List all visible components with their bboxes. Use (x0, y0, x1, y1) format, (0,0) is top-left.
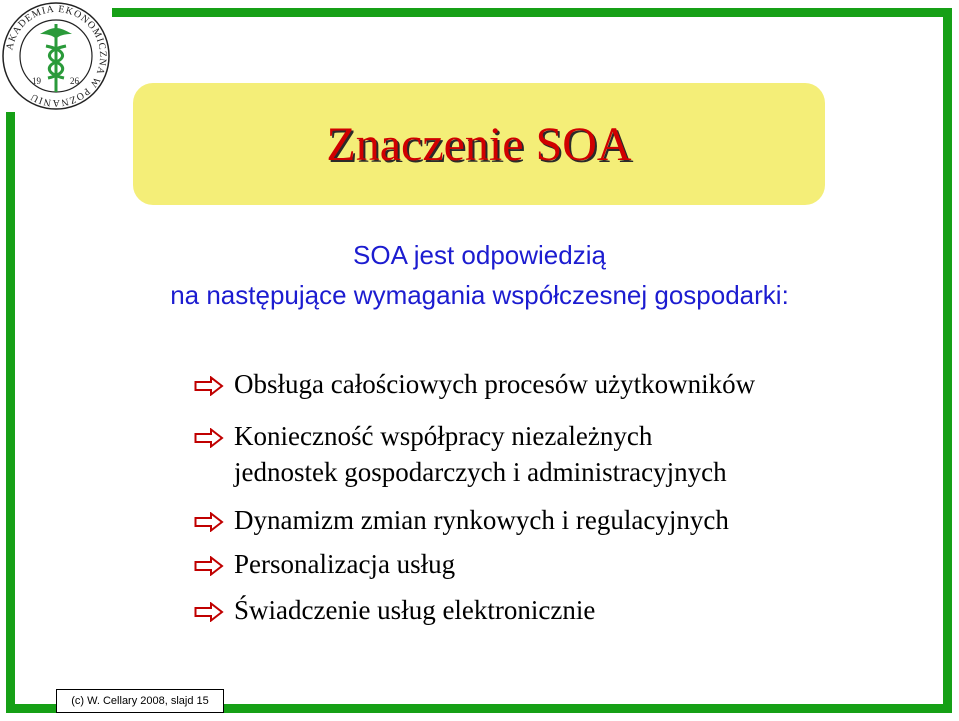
subtitle-line-1: SOA jest odpowiedzią (353, 240, 606, 270)
bullet-text: Personalizacja usług (234, 549, 456, 579)
bullet-text: Konieczność współpracy niezależnych (234, 421, 653, 451)
bullet-item (194, 418, 727, 490)
hollow-arrow-right-icon (194, 556, 224, 576)
slide-frame-right (943, 8, 952, 713)
slide-frame-left (6, 112, 15, 713)
svg-text:19: 19 (32, 76, 41, 86)
bullet-text-continuation: jednostek gospodarczych i administracyjnych (234, 457, 727, 487)
slide-footer: (c) W. Cellary 2008, slajd 15 (56, 689, 224, 713)
bullet-text: Świadczenie usług elektronicznie (234, 595, 596, 625)
bullet-text: Dynamizm zmian rynkowych i regulacyjnych (234, 505, 729, 535)
university-logo (0, 0, 112, 112)
svg-text:26: 26 (70, 76, 79, 86)
subtitle-line-2: na następujące wymagania współczesnej gospodarki: (170, 280, 789, 310)
bullet-item (194, 592, 595, 628)
bullet-item (194, 502, 729, 538)
caduceus-seal-icon (0, 0, 112, 112)
title-banner (133, 83, 825, 205)
bullet-item (194, 366, 755, 402)
slide-title: Znaczenie SOA (326, 117, 632, 171)
hollow-arrow-right-icon (194, 376, 224, 396)
bullet-item (194, 546, 455, 582)
hollow-arrow-right-icon (194, 602, 224, 622)
slide-frame-top (100, 8, 952, 17)
hollow-arrow-right-icon (194, 428, 224, 448)
hollow-arrow-right-icon (194, 512, 224, 532)
svg-text:AKADEMIA EKONOMICZNA W POZNANI: AKADEMIA EKONOMICZNA W POZNANIU (4, 3, 109, 109)
bullet-text: Obsługa całościowych procesów użytkowników (234, 369, 756, 399)
